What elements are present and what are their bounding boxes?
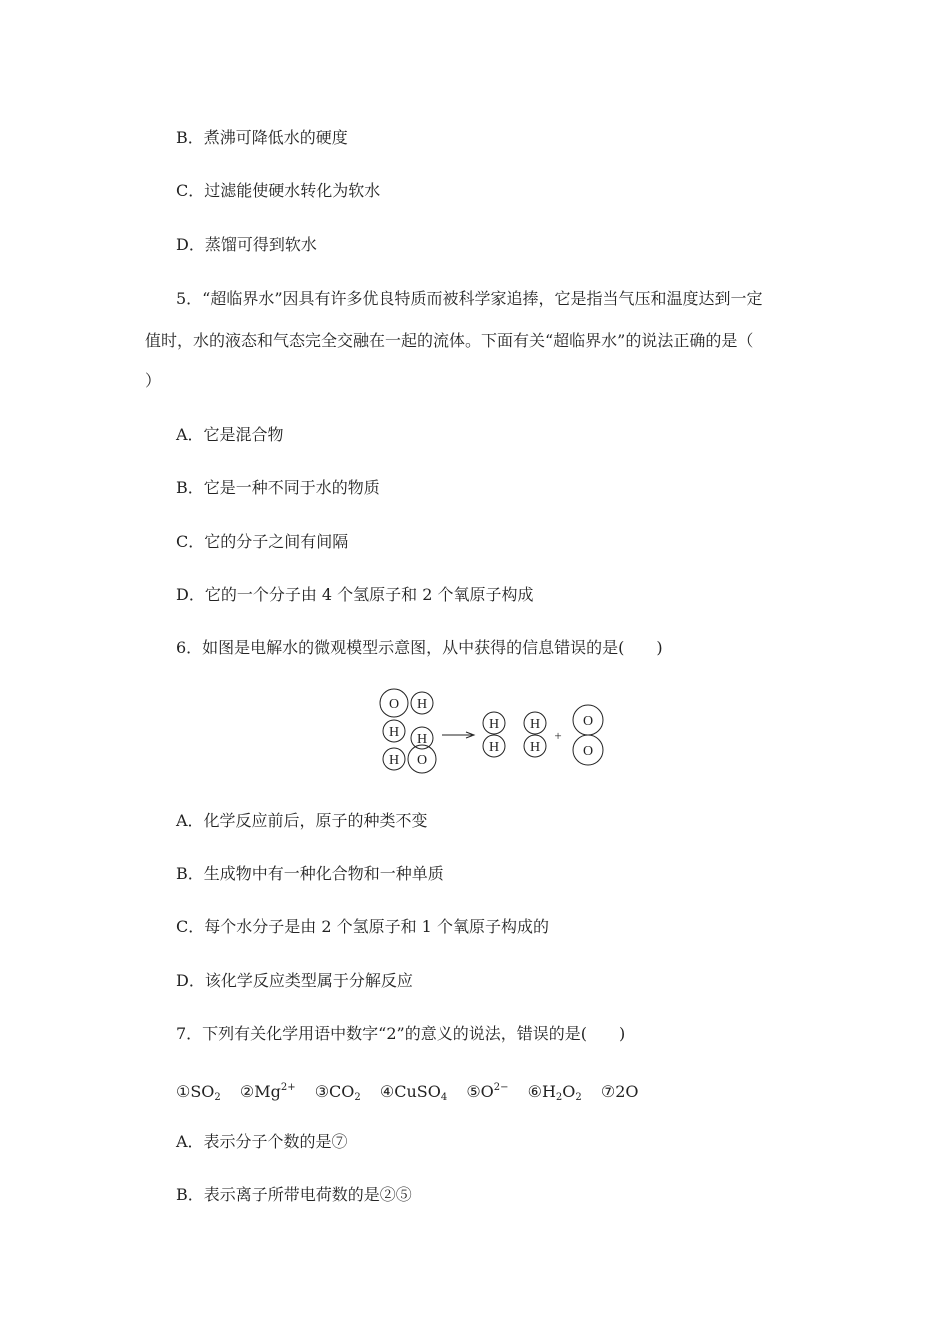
atom-h-label: H <box>388 725 400 740</box>
atom-h-label: H <box>529 740 541 755</box>
formula-4: ④CuSO$_4$ <box>379 1082 448 1103</box>
q6-option-a: A．化学反应前后，原子的种类不变 <box>176 811 428 830</box>
atom-h-label: H <box>488 717 500 732</box>
atom-o-label: O <box>416 753 428 768</box>
atom-h-label: H <box>488 740 500 755</box>
formula-1: $①SO_2$ <box>176 1082 221 1103</box>
atom-h-label: H <box>388 753 400 768</box>
q6-stem: 6．如图是电解水的微观模型示意图，从中获得的信息错误的是( ) <box>176 638 663 657</box>
formula-2: $②Mg^{2+}$ <box>239 1082 296 1101</box>
atom-o-label: O <box>388 697 400 712</box>
formula-6: $⑥H_2O_2$ <box>527 1082 582 1103</box>
q5-option-a: A．它是混合物 <box>176 425 284 444</box>
q7-option-a: A．表示分子个数的是⑦ <box>176 1132 348 1151</box>
atom-o-label: O <box>582 714 594 729</box>
atom-h-label: H <box>529 717 541 732</box>
formula-7: ⑦2O <box>600 1082 639 1101</box>
atom-o-label: O <box>582 744 594 759</box>
q6-option-b: B．生成物中有一种化合物和一种单质 <box>176 864 444 883</box>
q5-stem-line3: ） <box>145 371 162 390</box>
q7-option-b: B．表示离子所带电荷数的是②⑤ <box>176 1185 412 1204</box>
q5-option-c: C．它的分子之间有间隔 <box>176 532 349 551</box>
q7-stem: 7．下列有关化学用语中数字“2”的意义的说法，错误的是( ) <box>176 1024 626 1043</box>
q5-option-d: D．它的一个分子由 4 个氢原子和 2 个氧原子构成 <box>176 585 534 604</box>
electrolysis-diagram <box>370 680 620 785</box>
formula-5: $⑤O^{2-}$ <box>466 1082 509 1101</box>
q4-option-c: C．过滤能使硬水转化为软水 <box>176 181 381 200</box>
q5-stem-line1: 5．“超临界水”因具有许多优良特质而被科学家追捧，它是指当气压和温度达到一定 <box>176 289 763 308</box>
q4-option-b: B．煮沸可降低水的硬度 <box>176 128 348 147</box>
q5-option-b: B．它是一种不同于水的物质 <box>176 478 380 497</box>
formula-3: $③CO_2$ <box>314 1082 361 1103</box>
atom-h-label: H <box>416 732 428 747</box>
q7-formula-list <box>176 1077 653 1109</box>
q6-option-d: D．该化学反应类型属于分解反应 <box>176 971 413 990</box>
q4-option-d: D．蒸馏可得到软水 <box>176 235 317 254</box>
q5-stem-line2: 值时，水的液态和气态完全交融在一起的流体。下面有关“超临界水”的说法正确的是（ <box>145 331 754 350</box>
q6-option-c: C．每个水分子是由 2 个氢原子和 1 个氧原子构成的 <box>176 917 549 936</box>
plus-sign: + <box>554 728 562 743</box>
atom-h-label: H <box>416 697 428 712</box>
